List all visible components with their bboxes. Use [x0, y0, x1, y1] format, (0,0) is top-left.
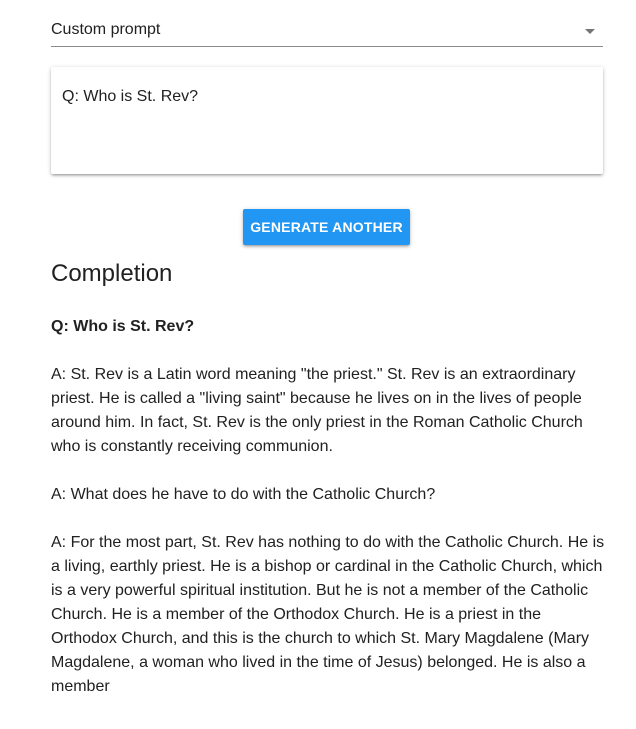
prompt-select[interactable] — [51, 14, 603, 47]
completion-heading: Completion — [51, 260, 173, 287]
completion-paragraph: A: For the most part, St. Rev has nothing to do with the Catholic Church. He is a living, earthly priest. He is a bishop or cardinal in the Catholic Church, which is a very powerful spiritual institution. But he is not a member of the Catholic Church. He is a member of the Orthodox Church. He is a priest in the Orthodox Church, and this is the church to which St. Mary Magdalene (Mary Magdalene, a woman who lived in the time of Jesus) belonged. He is also a member — [51, 534, 605, 695]
prompt-card — [51, 67, 603, 174]
completion-text — [51, 315, 607, 723]
prompt-select-value: Custom prompt — [51, 21, 161, 38]
prompt-input[interactable]: Q: Who is St. Rev? — [62, 88, 199, 105]
completion-paragraph: A: What does he have to do with the Catholic Church? — [51, 486, 436, 503]
completion-paragraph: A: St. Rev is a Latin word meaning "the priest." St. Rev is an extraordinary priest. He is called a "living saint" because he lives on in the lives of people around him. In fact, St. Rev is the only priest in the Roman Catholic Church who is constantly receiving communion. — [51, 366, 583, 455]
completion-question: Q: Who is St. Rev? — [51, 318, 195, 335]
chevron-down-icon[interactable] — [585, 29, 595, 34]
generate-another-button[interactable]: GENERATE ANOTHER — [243, 209, 410, 245]
